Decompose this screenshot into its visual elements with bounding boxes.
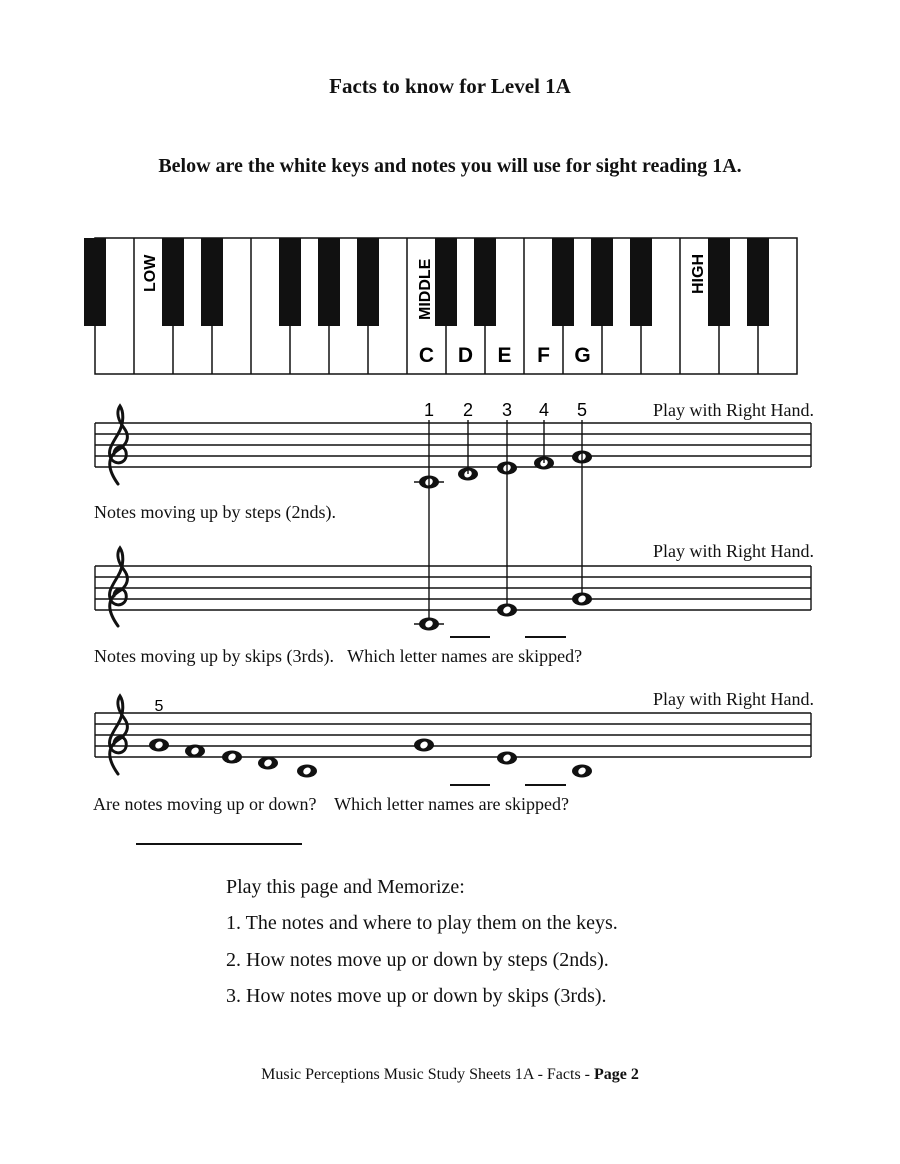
page-title: Facts to know for Level 1A [329,74,571,98]
play-label: Play with Right Hand. [653,400,814,420]
black-key [630,238,652,326]
black-key [84,238,106,326]
black-key [201,238,223,326]
footer-page: Page 2 [594,1066,639,1083]
black-key [747,238,769,326]
memorize-item: 2. How notes move up or down by steps (2nds). [226,949,609,971]
staff-caption: Notes moving up by skips (3rds). Which letter names are skipped? [94,646,583,666]
black-key [318,238,340,326]
memorize-item: 1. The notes and where to play them on the keys. [226,912,618,934]
play-label: Play with Right Hand. [653,689,814,709]
memorize-item: 3. How notes move up or down by skips (3rds). [226,985,607,1007]
black-key [708,238,730,326]
finger-number: 5 [154,698,164,715]
staff-caption: Are notes moving up or down? Which letter names are skipped? [93,794,570,814]
finger-number: 4 [538,400,550,420]
finger-number: 5 [576,400,588,420]
page-subtitle: Below are the white keys and notes you will use for sight reading 1A. [158,155,742,177]
black-key [279,238,301,326]
key-note-letter: D [457,344,474,367]
play-label: Play with Right Hand. [653,541,814,561]
key-note-letter: G [574,344,591,367]
black-key [591,238,613,326]
low-label: LOW [142,254,159,292]
middle-label: MIDDLE [417,258,434,320]
finger-number: 2 [462,400,474,420]
black-key [474,238,496,326]
key-note-letter: F [537,344,550,367]
piano-keyboard [84,238,797,374]
finger-number: 3 [501,400,513,420]
key-note-letter: C [418,344,435,367]
page-footer [0,1066,900,1084]
key-note-letter: E [497,344,512,367]
footer-text: Music Perceptions Music Study Sheets 1A - Facts - [261,1066,594,1083]
black-key [162,238,184,326]
black-key [552,238,574,326]
memorize-heading: Play this page and Memorize: [226,876,465,898]
staff-caption: Notes moving up by steps (2nds). [94,502,336,522]
high-label: HIGH [690,254,707,294]
treble-clef-icon [110,548,128,626]
black-key [435,238,457,326]
black-key [357,238,379,326]
finger-number: 1 [423,400,435,420]
